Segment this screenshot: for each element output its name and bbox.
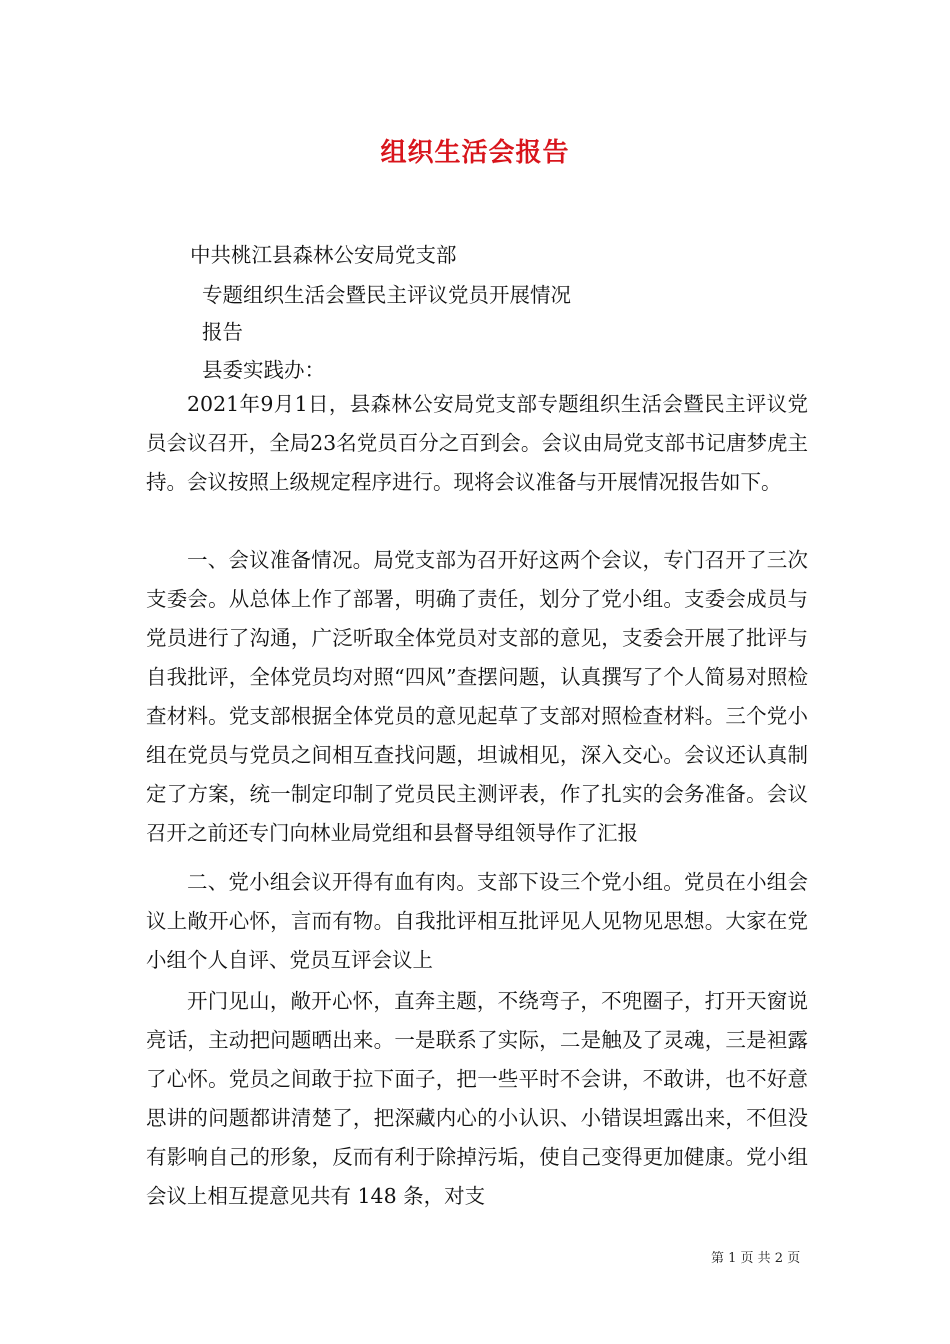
header-line-subject: 专题组织生活会暨民主评议党员开展情况	[202, 283, 571, 307]
page-number: 第 1 页 共 2 页	[711, 1251, 801, 1266]
header-line-organization: 中共桃江县森林公安局党支部	[190, 243, 457, 267]
document-title: 组织生活会报告	[380, 138, 570, 168]
paragraph-intro: 2021年9月1日，县森林公安局党支部专题组织生活会暨民主评议党员会议召开，全局23名党员百分之百到会。会议由局党支部书记唐梦虎主持。会议按照上级规定程序进行。现将会议准备与开展情况报告如下。	[146, 392, 808, 494]
paragraph-preparation: 一、会议准备情况。局党支部为召开好这两个会议，专门召开了三次支委会。从总体上作了部署，明确了责任，划分了党小组。支委会成员与党员进行了沟通，广泛听取全体党员对支部的意见，支委会开展了批评与自我批评，全体党员均对照“四风”查摆问题，认真撰写了个人简易对照检查材料。党支部根据全体党员的意见起草了支部对照检查材料。三个党小组在党员与党员之间相互查找问题，坦诚相见，深入交心。会议还认真制定了方案，统一制定印制了党员民主测评表，作了扎实的会务准备。会议召开之前还专门向林业局党组和县督导组领导作了汇报	[146, 548, 808, 845]
header-line-recipient: 县委实践办：	[202, 358, 325, 382]
paragraph-open-discussion: 开门见山，敞开心怀，直奔主题，不绕弯子，不兜圈子，打开天窗说亮话，主动把问题晒出来。一是联系了实际，二是触及了灵魂，三是袒露了心怀。党员之间敢于拉下面子，把一些平时不会讲，不敢讲，也不好意思讲的问题都讲清楚了，把深藏内心的小认识、小错误坦露出来，不但没有影响自己的形象，反而有利于除掉污垢，使自己变得更加健康。党小组会议上相互提意见共有 148 条，对支	[146, 989, 808, 1208]
header-line-report: 报告	[202, 320, 243, 344]
paragraph-group-meetings: 二、党小组会议开得有血有肉。支部下设三个党小组。党员在小组会议上敞开心怀，言而有物。自我批评相互批评见人见物见思想。大家在党小组个人自评、党员互评会议上	[146, 870, 808, 972]
